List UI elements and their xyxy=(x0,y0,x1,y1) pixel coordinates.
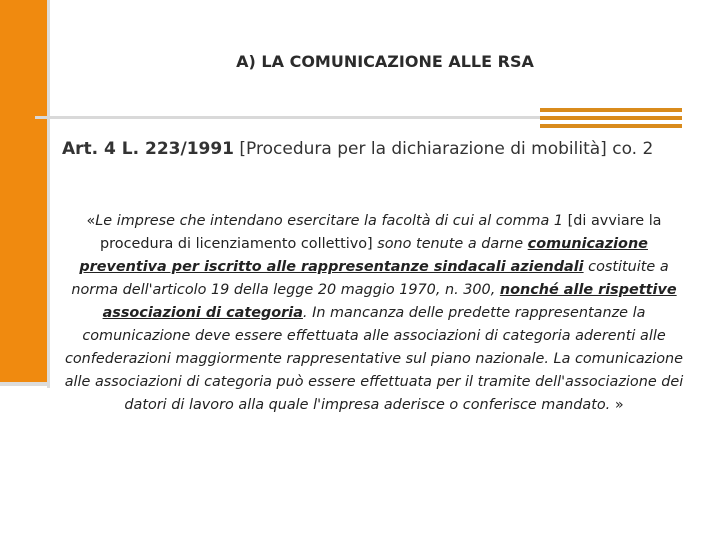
title-divider-accent-2 xyxy=(540,116,682,120)
title-divider xyxy=(35,116,540,119)
article-heading xyxy=(62,137,682,161)
quote-text-1: Le imprese che intendano esercitare la facoltà di cui al comma 1 xyxy=(95,213,568,229)
quote-emphasis-associations: nonché alle rispettive associazioni di categoria xyxy=(102,282,677,321)
slide-title: A) LA COMUNICAZIONE ALLE RSA xyxy=(236,52,534,71)
quote-text-3: costituite a norma dell'articolo 19 della legge 20 maggio 1970, n. 300, xyxy=(71,259,669,298)
quote-text-4: . In mancanza delle predette rappresentanze la comunicazione deve essere effettuata alle associazioni di categoria aderenti alle confederazioni maggiormente rappresentative sul piano nazionale. La comunicazione alle associazioni di categoria può essere effettuata per il tramite dell'associazione dei datori di lavoro alla quale l'impresa aderisce o conferisce mandato. xyxy=(64,305,684,413)
quote-emphasis-rsa: comunicazione preventiva per iscritto alle rappresentanze sindacali aziendali xyxy=(79,236,648,275)
quote-bracket-note: [di avviare la procedura di licenziamento collettivo] xyxy=(100,213,662,252)
article-quote xyxy=(62,210,686,417)
quote-open-mark: « xyxy=(86,213,96,229)
title-divider-accent-3 xyxy=(540,124,682,128)
quote-text-2: sono tenute a darne xyxy=(372,236,528,252)
article-description: [Procedura per la dichiarazione di mobilità] co. 2 xyxy=(234,139,654,159)
accent-bar-shadow-bottom xyxy=(0,382,50,386)
title-divider-accent-1 xyxy=(540,108,682,112)
article-reference: Art. 4 L. 223/1991 xyxy=(62,139,235,159)
quote-close-mark: » xyxy=(610,397,624,413)
accent-bar xyxy=(0,0,47,382)
